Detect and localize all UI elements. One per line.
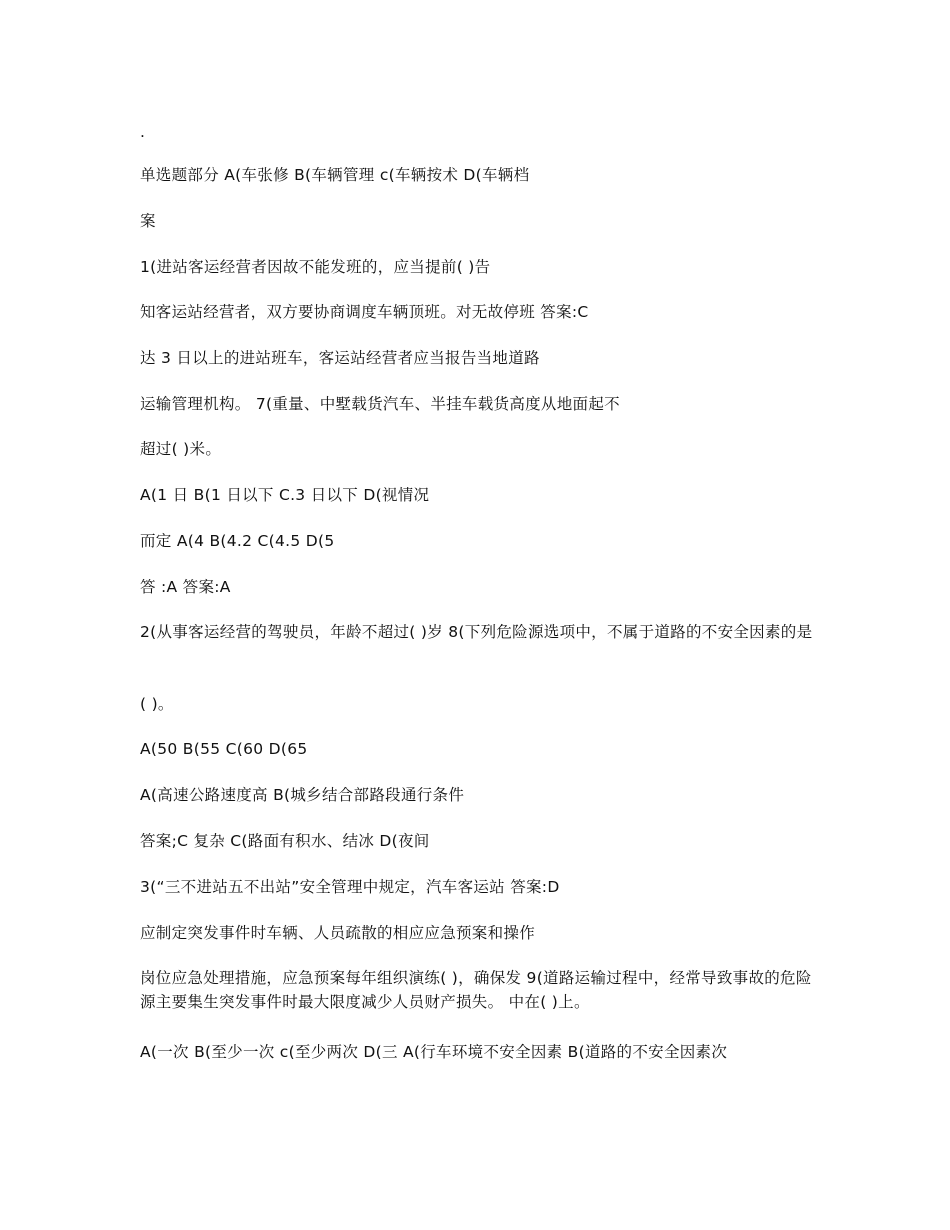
text-line-17: 应制定突发事件时车辆、人员疏散的相应应急预案和操作 [140, 924, 536, 942]
text-line-15: 答案;C 复杂 C(路面有积水、结冰 D(夜间 [140, 832, 430, 850]
text-line-2: 案 [140, 212, 156, 230]
text-line-10: 答 :A 答案:A [140, 578, 231, 596]
text-line-1: 单选题部分 A(车张修 B(车辆管理 c(车辆按术 D(车辆档 [140, 166, 530, 184]
text-line-14: A(高速公路速度高 B(城乡结合部路段通行条件 [140, 786, 465, 804]
text-line-12: ( )。 [140, 695, 174, 713]
text-line-3: 1(进站客运经营者因故不能发班的，应当提前( )告 [140, 258, 491, 276]
text-line-7: 超过( )米。 [140, 440, 222, 458]
text-line-19: A(一次 B(至少一次 c(至少两次 D(三 A(行车环境不安全因素 B(道路的不安全因素次 [140, 1043, 728, 1061]
text-line-5: 达 3 日以上的进站班车，客运站经营者应当报告当地道路 [140, 349, 540, 367]
text-line-16: 3(“三不进站五不出站”安全管理中规定，汽车客运站 答案:D [140, 878, 560, 896]
header-mark: . [140, 123, 146, 141]
text-line-6: 运输管理机构。 7(重量、中墅载货汽车、半挂车载货高度从地面起不 [140, 395, 620, 413]
text-line-4: 知客运站经营者，双方要协商调度车辆顶班。对无故停班 答案:C [140, 303, 589, 321]
text-line-18: 岗位应急处理措施，应急预案每年组织演练( )，确保发 9(道路运输过程中，经常导致事故的危险源主要集生突发事件时最大限度减少人员财产损失。 中在( )上。 [140, 969, 812, 1011]
text-line-11: 2(从事客运经营的驾驶员，年龄不超过( )岁 8(下列危险源选项中，不属于道路的不安全因素的是 [140, 623, 813, 641]
text-line-8: A(1 日 B(1 日以下 C.3 日以下 D(视情况 [140, 486, 430, 504]
text-line-9: 而定 A(4 B(4.2 C(4.5 D(5 [140, 532, 335, 550]
text-line-13: A(50 B(55 C(60 D(65 [140, 740, 308, 758]
